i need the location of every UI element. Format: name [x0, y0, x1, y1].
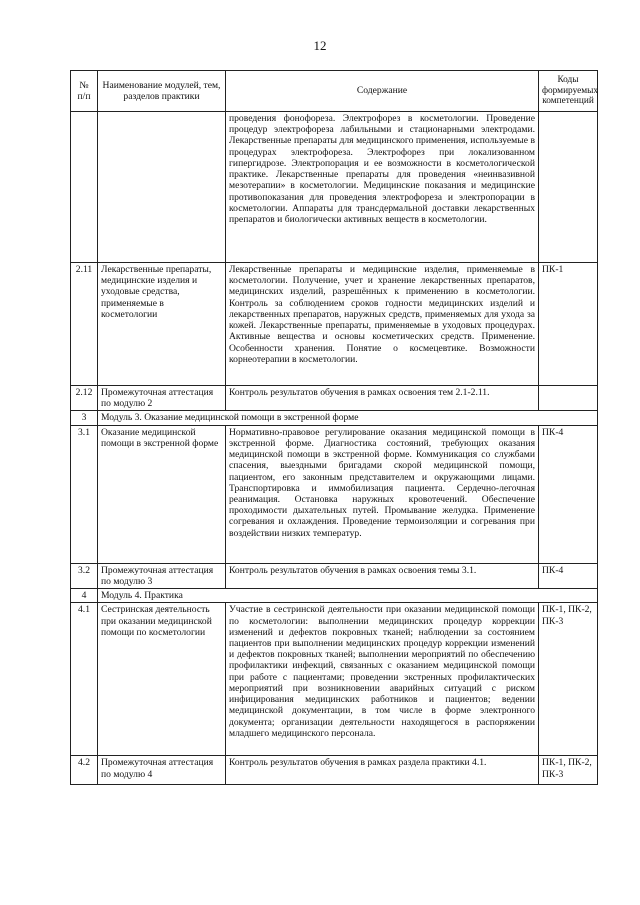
row-name: Промежуточная аттестация по модулю 3	[98, 563, 226, 588]
row-name: Лекарственные препараты, медицинские изделия и уходовые средства, применяемые в косметологии	[98, 263, 226, 386]
row-number: 2.11	[71, 263, 98, 386]
curriculum-table	[70, 70, 598, 785]
row-number: 2.12	[71, 386, 98, 411]
section-row-module-4	[71, 589, 598, 603]
section-title: Модуль 3. Оказание медицинской помощи в экстренной форме	[98, 411, 598, 425]
header-number	[71, 71, 98, 112]
row-number: 3.1	[71, 425, 98, 563]
row-content: Контроль результатов обучения в рамках раздела практики 4.1.	[226, 756, 539, 785]
row-number: 4.2	[71, 756, 98, 785]
row-codes	[539, 112, 598, 263]
section-number: 4	[71, 589, 98, 603]
table-row	[71, 425, 598, 563]
row-content: Контроль результатов обучения в рамках освоения темы 3.1.	[226, 563, 539, 588]
header-number-label: № п/п	[77, 79, 91, 102]
page-number: 12	[313, 38, 327, 53]
row-name: Сестринская деятельность при оказании медицинской помощи по косметологии	[98, 603, 226, 756]
header-content	[226, 71, 539, 112]
section-title: Модуль 4. Практика	[98, 589, 598, 603]
table-row	[71, 603, 598, 756]
row-codes	[539, 386, 598, 411]
header-name	[98, 71, 226, 112]
table-header-row	[71, 71, 598, 112]
row-name: Промежуточная аттестация по модулю 4	[98, 756, 226, 785]
table-row	[71, 756, 598, 785]
table-row	[71, 563, 598, 588]
table-row	[71, 386, 598, 411]
header-content-label: Содержание	[356, 85, 408, 97]
header-codes-label: Коды формируемых компетенций	[542, 74, 598, 107]
row-content: Участие в сестринской деятельности при оказании медицинской помощи по косметологии: выполнении медицинских процедур коррекции изменений и дефектов покровных тканей; наблюдении за состоянием пациентов при выполнении медицинских процедур коррекции изменений и дефектов покровных тканей; выполнении мероприятий по обеспечению профилактики инфекций, связанных с оказанием медицинской помощи при работе с пациентами; проведении экстренных профилактических мероприятий при возникновении аварийных ситуаций с риском инфицирования медицинских работников и пациентов; ведении медицинской документации, в том числе в форме электронного документа; организации деятельности находящегося в распоряжении младшего медицинского персонала.	[226, 603, 539, 756]
row-codes: ПК-1, ПК-2, ПК-3	[539, 603, 598, 756]
header-name-label: Наименование модулей, тем, разделов практики	[102, 79, 221, 102]
row-name	[98, 112, 226, 263]
row-content: Лекарственные препараты и медицинские изделия, применяемые в косметологии. Получение, учет и хранение лекарственных препаратов, медицинских изделий, разрешённых к применению в косметологии. Контроль за соблюдением сроков годности медицинских изделий и лекарственных препаратов, наружных средств, применяемых для ухода за кожей. Лекарственные препараты, применяемые в уходовых процедурах. Активные вещества и основы косметических средств. Применение. Особенности хранения. Понятие о космецевтике. Возможности корнеотерапии в косметологии.	[226, 263, 539, 386]
row-content: Контроль результатов обучения в рамках освоения тем 2.1-2.11.	[226, 386, 539, 411]
row-content: Нормативно-правовое регулирование оказания медицинской помощи в экстренной форме. Диагностика состояний, требующих оказания медицинской помощи в экстренной форме. Коммуникация со службами спасения, выездными бригадами скорой медицинской помощи, пациентом, его законным представителем и окружающими лицами. Транспортировка и иммобилизация пациента. Сердечно-легочная реанимация. Остановка наружных кровотечений. Обеспечение проходимости дыхательных путей. Промывание желудка. Применение согревания и охлаждения. Проведение термоизоляции и согревания при воздействии низких температур.	[226, 425, 539, 563]
row-name: Промежуточная аттестация по модулю 2	[98, 386, 226, 411]
section-row-module-3	[71, 411, 598, 425]
row-number	[71, 112, 98, 263]
row-codes: ПК-4	[539, 563, 598, 588]
table-row	[71, 263, 598, 386]
row-number: 4.1	[71, 603, 98, 756]
section-number: 3	[71, 411, 98, 425]
header-codes	[539, 71, 598, 112]
row-codes: ПК-1, ПК-2, ПК-3	[539, 756, 598, 785]
row-content: проведения фонофореза. Электрофорез в косметологии. Проведение процедур электрофореза лабильными и стационарными электродами. Лекарственные препараты для медицинского применения, используемые в процедурах электрофореза. Электрофорез при локализованном гипергидрозе. Электропорация и ее возможности в косметологической практике. Лекарственные препараты для проведения «неинвазивной мезотерапии» в косметологии. Медицинские показания и медицинские противопоказания для проведения электрофореза и электропорации в косметологии. Аппараты для трансдермальной доставки лекарственных препаратов и биологически активных веществ в косметологии.	[226, 112, 539, 263]
row-codes: ПК-4	[539, 425, 598, 563]
table-row	[71, 112, 598, 263]
row-codes: ПК-1	[539, 263, 598, 386]
row-name: Оказание медицинской помощи в экстренной форме	[98, 425, 226, 563]
row-number: 3.2	[71, 563, 98, 588]
